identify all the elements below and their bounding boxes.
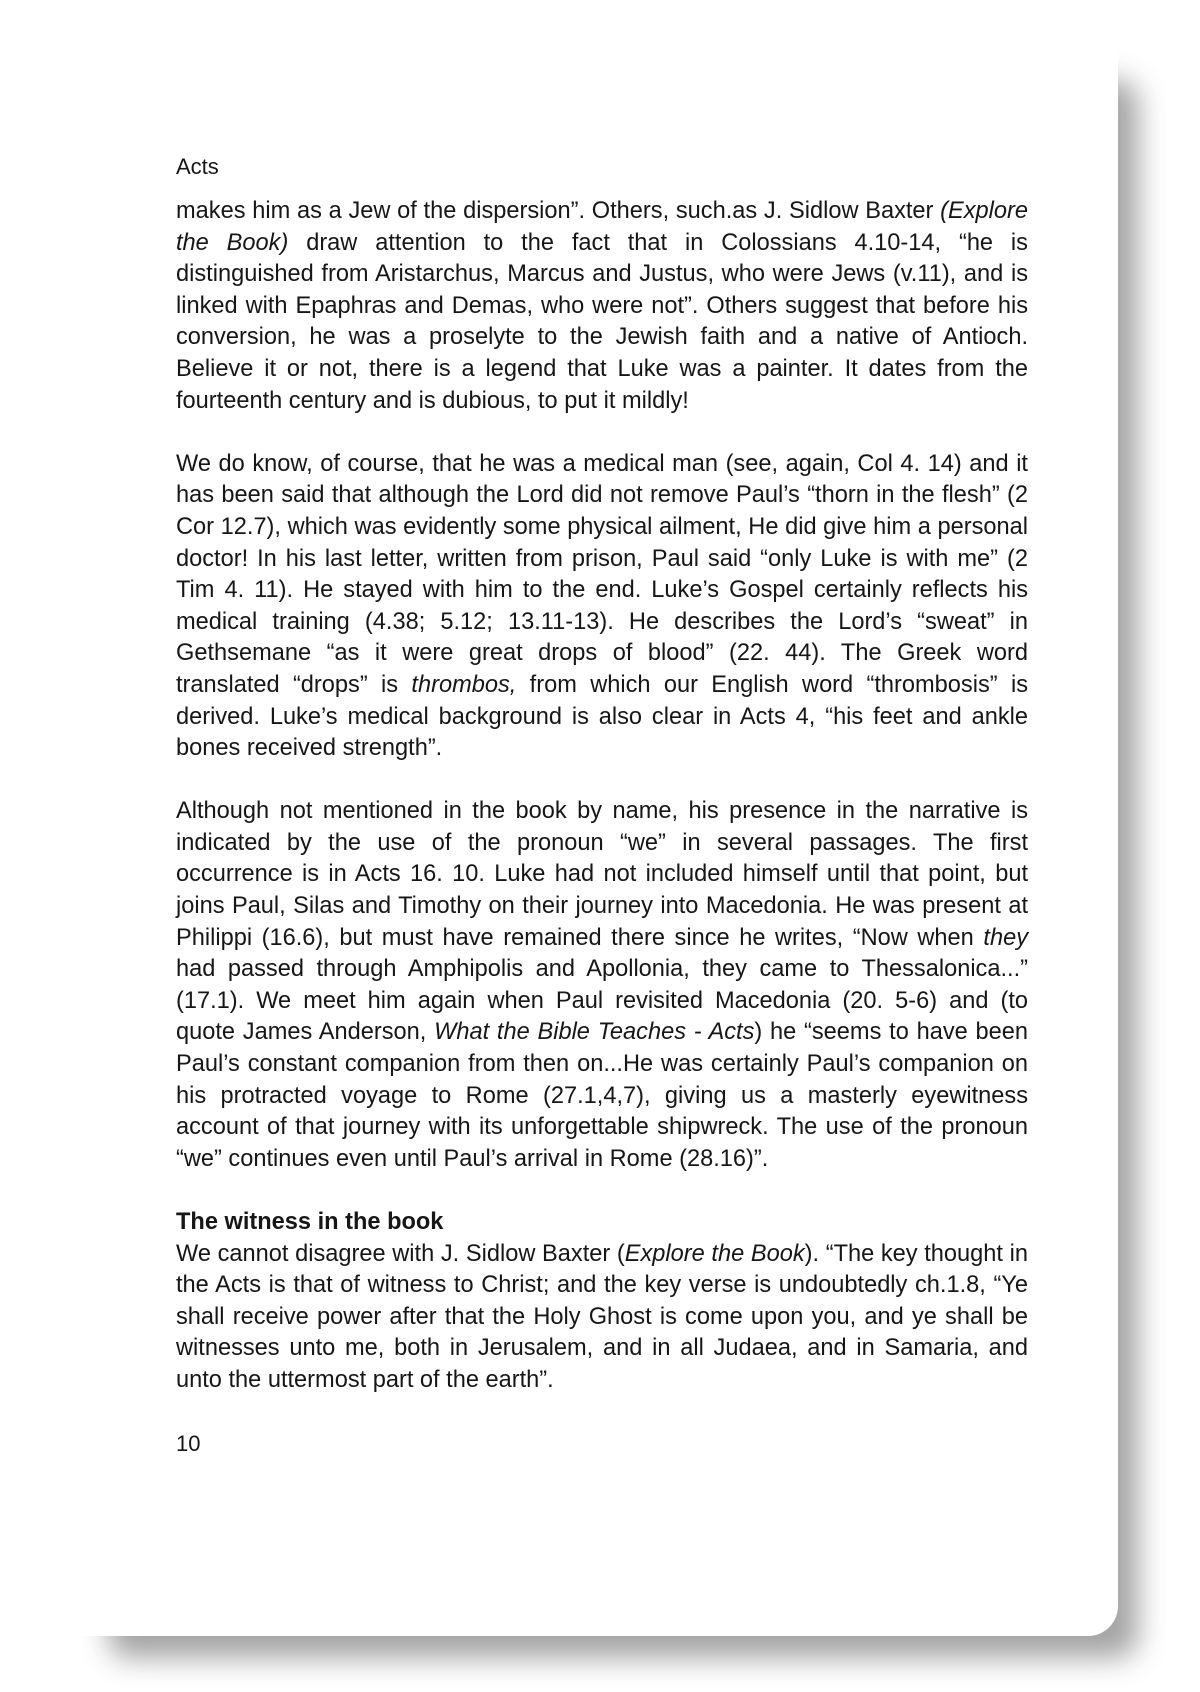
- paragraph-4-text-b: ). “The key thought in the Acts is that of witness to Christ; and the key verse is undoubtedly ch.1.8, “Ye shall receive power after that the Holy Ghost is come upon you, and ye shall be witnesses unto me, both in Jerusalem, and in all Judaea, and in Samaria, and unto the uttermost part of the earth”.: [176, 1240, 1028, 1393]
- paragraph-3-text-c: ) he “seems to have been Paul’s constant companion from then on...He was certainly Paul’s companion on his protracted voyage to Rome (27.1,4,7), giving us a masterly eyewitness account of that journey with its unforgettable shipwreck. The use of the pronoun “we” continues even until Paul’s arrival in Rome (28.16)”.: [176, 1019, 1028, 1172]
- paragraph-1-italic-a: (Explore the Book): [176, 198, 1028, 256]
- paragraph-4-italic-a: Explore the Book: [624, 1240, 805, 1267]
- paragraph-3-italic-b: What the Bible Teaches - Acts: [434, 1019, 755, 1046]
- paragraph-2: [176, 449, 1028, 765]
- paragraph-2-italic-a: thrombos,: [411, 671, 517, 698]
- paragraph-1-text-a: makes him as a Jew of the dispersion”. Others, such.as J. Sidlow Baxter: [176, 198, 941, 224]
- paragraph-2-text-a: We do know, of course, that he was a medical man (see, again, Col 4. 14) and it has been said that although the Lord did not remove Paul’s “thorn in the flesh” (2 Cor 12.7), which was evidently some physical ailment, He did give him a personal doctor! In his last letter, written from prison, Paul said “only Luke is with me” (2 Tim 4. 11). He stayed with him to the end. Luke’s Gospel certainly reflects his medical training (4.38; 5.12; 13.11-13). He describes the Lord’s “sweat” in Gethsemane “as it were great drops of blood” (22. 44). The Greek word translated “drops” is: [176, 450, 1028, 698]
- paragraph-3-italic-a: they: [983, 924, 1028, 951]
- page-content: [176, 152, 1028, 1459]
- paragraph-1-text-b: draw attention to the fact that in Colossians 4.10-14, “he is distinguished from Aristarchus, Marcus and Justus, who were Jews (v.11), and is linked with Epaphras and Demas, who were not”. Others suggest that before his conversion, he was a proselyte to the Jewish faith and a native of Antioch. Believe it or not, there is a legend that Luke was a painter. It dates from the fourteenth century and is dubious, to put it mildly!: [176, 229, 1028, 414]
- paragraph-4: [176, 1239, 1028, 1397]
- page-number: 10: [176, 1430, 201, 1456]
- running-head: Acts: [176, 154, 219, 179]
- paragraph-3-text-a: Although not mentioned in the book by name, his presence in the narrative is indicated by the use of the pronoun “we” in several passages. The first occurrence is in Acts 16. 10. Luke had not included himself until that point, but joins Paul, Silas and Timothy on their journey into Macedonia. He was present at Philippi (16.6), but must have remained there since he writes, “Now when: [176, 798, 1028, 951]
- section-heading: The witness in the book: [176, 1209, 444, 1235]
- paragraph-1: [176, 196, 1028, 417]
- paragraph-3-text-b: had passed through Amphipolis and Apollonia, they came to Thessalonica...” (17.1). We meet him again when Paul revisited Macedonia (20. 5-6) and (to quote James Anderson,: [176, 956, 1028, 1046]
- paragraph-2-text-b: from which our English word “thrombosis” is derived. Luke’s medical background is also clear in Acts 4, “his feet and ankle bones received strength”.: [176, 671, 1028, 762]
- paragraph-3: [176, 796, 1028, 1175]
- paragraph-4-text-a: We cannot disagree with J. Sidlow Baxter (: [176, 1240, 625, 1267]
